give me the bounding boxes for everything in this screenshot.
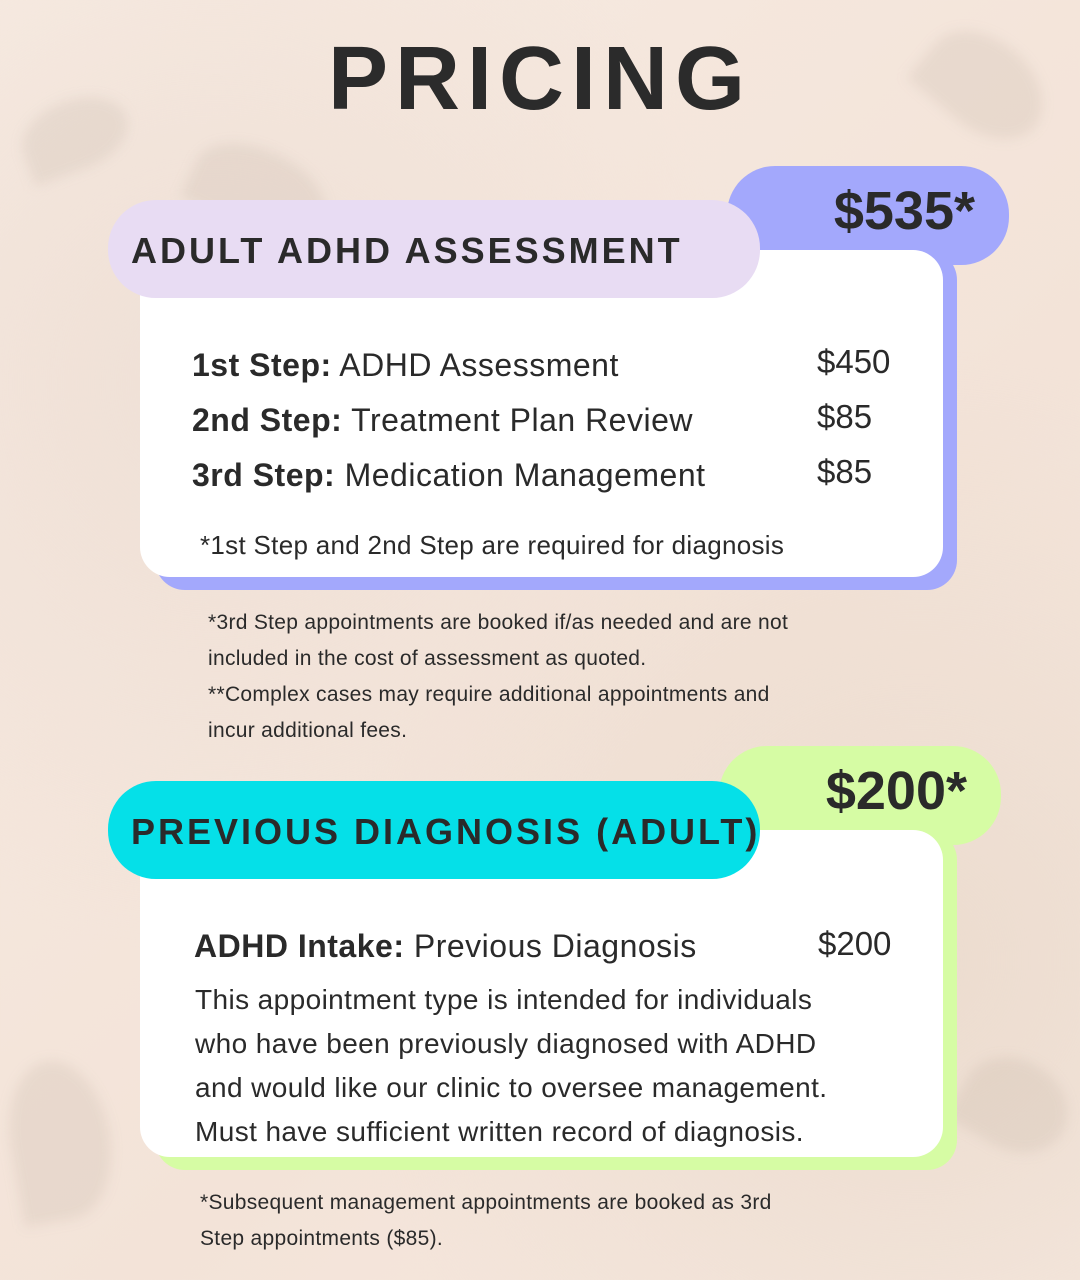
step-description: ADHD Assessment	[339, 347, 619, 383]
step-row	[192, 457, 706, 494]
step-price: $450	[817, 343, 891, 380]
background-leaf-decoration	[945, 1039, 1080, 1172]
background-leaf-decoration	[0, 1053, 123, 1228]
section-title: PREVIOUS DIAGNOSIS (ADULT)	[131, 811, 761, 852]
footnote-line: *3rd Step appointments are booked if/as needed and are not	[208, 611, 789, 634]
total-price: $200*	[825, 761, 967, 821]
intake-row	[194, 928, 697, 965]
section-title-pill	[108, 200, 760, 298]
section-title: ADULT ADHD ASSESSMENT	[131, 230, 683, 271]
total-price: $535*	[833, 181, 975, 241]
intake-price: $200	[818, 925, 892, 962]
section-title-pill	[108, 781, 760, 879]
intake-description: Previous Diagnosis	[413, 928, 697, 964]
step-row	[192, 402, 693, 439]
step-description: Treatment Plan Review	[351, 402, 693, 438]
footnote-line: incur additional fees.	[208, 719, 408, 742]
step-row	[192, 347, 619, 384]
step-label: 1st Step:	[192, 347, 332, 383]
footnotes	[208, 605, 788, 749]
step-price: $85	[817, 398, 873, 435]
step-price: $85	[817, 453, 873, 490]
intake-description-paragraph	[195, 978, 827, 1154]
paragraph-line: Must have sufficient written record of diagnosis.	[195, 1116, 804, 1147]
footnote-line: *Subsequent management appointments are booked as 3rd	[200, 1191, 772, 1214]
intake-label: ADHD Intake:	[194, 928, 405, 964]
step-description: Medication Management	[344, 457, 706, 493]
footnote-line: **Complex cases may require additional appointments and	[208, 683, 770, 706]
step-label: 3rd Step:	[192, 457, 336, 493]
page-title: PRICING	[327, 29, 753, 129]
footnote-line: Step appointments ($85).	[200, 1227, 444, 1250]
paragraph-line: and would like our clinic to oversee management.	[195, 1072, 828, 1103]
paragraph-line: This appointment type is intended for individuals	[195, 984, 813, 1015]
footnotes	[200, 1185, 772, 1257]
step-label: 2nd Step:	[192, 402, 343, 438]
footnote-line: included in the cost of assessment as quoted.	[208, 647, 647, 670]
card-note: *1st Step and 2nd Step are required for diagnosis	[200, 530, 785, 560]
paragraph-line: who have been previously diagnosed with ADHD	[195, 1028, 817, 1059]
